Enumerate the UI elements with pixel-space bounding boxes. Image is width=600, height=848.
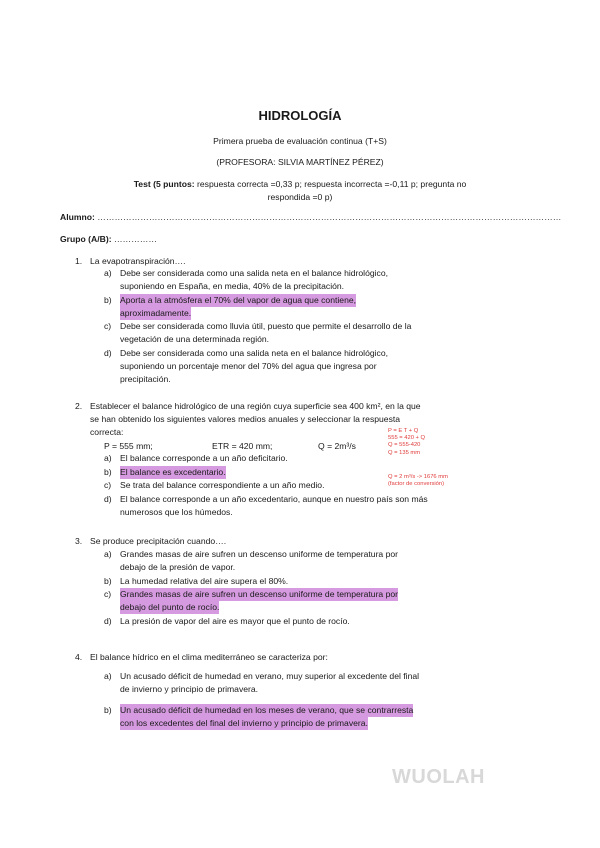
option-line-highlighted: El balance es excedentario. (120, 466, 226, 479)
value-etr: ETR = 420 mm; (212, 441, 273, 451)
option-line-highlighted: aproximadamente. (120, 307, 191, 320)
question-2-text-line2: se han obtenido los siguientes valores medios anuales y seleccionar la respuesta (90, 414, 401, 424)
option-line: precipitación. (120, 374, 171, 384)
question-2-number: 2. (75, 401, 83, 411)
option-letter: c) (104, 589, 112, 599)
handwritten-note-conversion (388, 474, 448, 488)
note-line: P = E T + Q (388, 428, 419, 434)
option-letter: a) (104, 549, 112, 559)
option-line: debajo de la presión de vapor. (120, 562, 236, 572)
option-line-highlighted: debajo del punto de rocío. (120, 601, 219, 614)
option-line: Debe ser considerada como una salida neta en el balance hidrológico, (120, 268, 389, 278)
group-dots: …………… (113, 234, 157, 244)
option-line: Grandes masas de aire sufren un descenso uniforme de temperatura por (120, 549, 399, 559)
option-line-highlighted: Grandes masas de aire sufren un descenso uniforme de temperatura por (120, 588, 398, 601)
option-line-highlighted: Un acusado déficit de humedad en los meses de verano, que se contrarresta (120, 704, 413, 717)
option-letter: c) (104, 321, 112, 331)
option-letter: a) (104, 671, 112, 681)
note-line: Q = 2 m³/s -> 1676 mm (388, 474, 448, 480)
group-label: Grupo (A/B): (60, 234, 112, 244)
option-line: Debe ser considerada como una salida neta en el balance hidrológico, (120, 348, 389, 358)
option-line: Un acusado déficit de humedad en verano, muy superior al excedente del final (120, 671, 420, 681)
option-letter: b) (104, 295, 112, 305)
option-letter: d) (104, 348, 112, 358)
value-p: P = 555 mm; (104, 441, 153, 451)
note-line: (factor de conversión) (388, 481, 445, 488)
value-q: Q = 2m³/s (318, 441, 356, 451)
student-field[interactable] (60, 212, 562, 222)
professor-line: (PROFESORA: SILVIA MARTÍNEZ PÉREZ) (216, 157, 384, 167)
test-rules-line2: respondida =0 p) (267, 191, 333, 202)
option-line: El balance corresponde a un año excedentario, aunque en nuestro país son más (120, 494, 428, 504)
question-4-number: 4. (75, 652, 83, 662)
page-title: HIDROLOGÍA (258, 108, 342, 123)
wuolah-watermark: WUOLAH (392, 766, 485, 788)
subtitle: Primera prueba de evaluación continua (T+S) (213, 136, 387, 146)
option-letter: d) (104, 494, 112, 504)
option-line: numerosos que los húmedos. (120, 507, 233, 517)
option-line: vegetación de una determinada región. (120, 334, 270, 344)
note-line: 555 = 420 + Q (388, 435, 426, 442)
note-line: Q = 135 mm (388, 449, 421, 456)
test-rules (60, 178, 540, 203)
question-4-text: El balance hídrico en el clima mediterráneo se caracteriza por: (90, 652, 328, 662)
option-line: de invierno y principio de primavera. (120, 684, 259, 694)
option-line: La presión de vapor del aire es mayor que el punto de rocío. (120, 616, 350, 626)
option-letter: b) (104, 576, 112, 586)
student-dots: ……………………………………………………………………………………………………………………………………………… (97, 212, 562, 222)
option-letter: c) (104, 480, 112, 490)
option-letter: a) (104, 268, 112, 278)
question-3-number: 3. (75, 536, 83, 546)
option-letter: b) (104, 467, 112, 477)
test-label: Test (5 puntos: (133, 179, 195, 189)
question-2-text-line1: Establecer el balance hidrológico de una región cuya superficie sea 400 km², en la que (90, 401, 421, 411)
test-rules-line1: respuesta correcta =0,33 p; respuesta incorrecta =-0,11 p; pregunta no (197, 179, 467, 189)
option-line-highlighted: Aporta a la atmósfera el 70% del vapor de agua que contiene, (120, 294, 356, 307)
option-line: El balance corresponde a un año deficitario. (120, 453, 288, 463)
option-line: La humedad relativa del aire supera el 80%. (120, 576, 289, 586)
option-line: Se trata del balance correspondiente a un año medio. (120, 480, 325, 490)
note-line: Q = 555-420 (388, 442, 421, 449)
option-letter: a) (104, 453, 112, 463)
option-letter: b) (104, 705, 112, 715)
question-2-text-line3: correcta: (90, 427, 124, 437)
option-line-highlighted: con los excedentes del final del invierno y principio de primavera. (120, 717, 368, 730)
option-line: suponiendo un porcentaje menor del 70% del agua que ingresa por (120, 361, 377, 371)
question-1-number: 1. (75, 256, 83, 266)
handwritten-note-balance (388, 428, 425, 457)
group-field[interactable] (60, 234, 157, 244)
option-line: suponiendo en España, en media, 40% de la precipitación. (120, 281, 345, 291)
option-letter: d) (104, 616, 112, 626)
question-1-text: La evapotranspiración…. (90, 256, 186, 266)
option-line: Debe ser considerada como lluvia útil, puesto que permite el desarrollo de la (120, 321, 412, 331)
student-label: Alumno: (60, 212, 95, 222)
question-3-text: Se produce precipitación cuando…. (90, 536, 227, 546)
